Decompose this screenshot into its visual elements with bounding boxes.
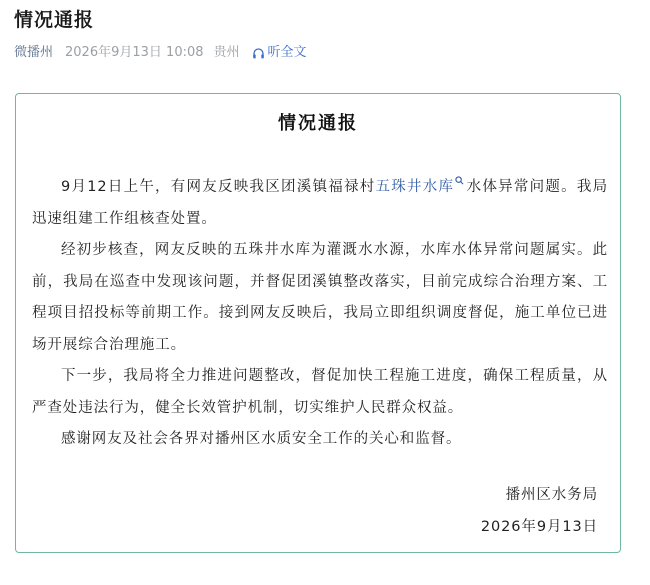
listen-label: 听全文 [267,45,307,60]
source-link[interactable]: 微播州 [14,45,54,60]
publish-time: 2026年9月13日 10:08 [65,45,204,60]
listen-full-text-button[interactable] [252,44,307,62]
notice-card [15,93,621,553]
paragraph-3: 下一步，我局将全力推进问题整改，督促加快工程施工进度，确保工程质量，从严查处违法行为，健全长效管护机制，切实维护人民群众权益。 [32,368,608,416]
article-meta [14,44,307,62]
page-title: 情况通报 [14,9,95,31]
signature-org: 播州区水务局 [505,487,598,503]
notice-heading: 情况通报 [278,113,358,134]
paragraph-1-after: 水体异常问题。我局迅速组建工作组核查处置。 [32,179,609,227]
paragraph-1 [32,172,608,235]
signature-date: 2026年9月13日 [480,518,598,535]
paragraph-1-before: 9月12日上午，有网友反映我区团溪镇福禄村 [61,179,376,195]
signature [481,480,598,543]
region-label: 贵州 [213,45,240,60]
paragraph-4: 感谢网友及社会各界对播州区水质安全工作的关心和监督。 [61,431,462,447]
headphones-icon [252,47,265,60]
search-icon[interactable] [455,176,464,185]
notice-body [32,172,608,456]
paragraph-2: 经初步核查，网友反映的五珠井水库为灌溉水水源，水库水体异常问题属实。此前，我局在巡查中发现该问题，并督促团溪镇整改落实，目前完成综合治理方案、工程项目招投标等前期工作。接到网友反映后，我局立即组织调度督促，施工单位已进场开展综合治理施工。 [32,242,608,353]
reservoir-link[interactable]: 五珠井水库 [375,179,455,195]
